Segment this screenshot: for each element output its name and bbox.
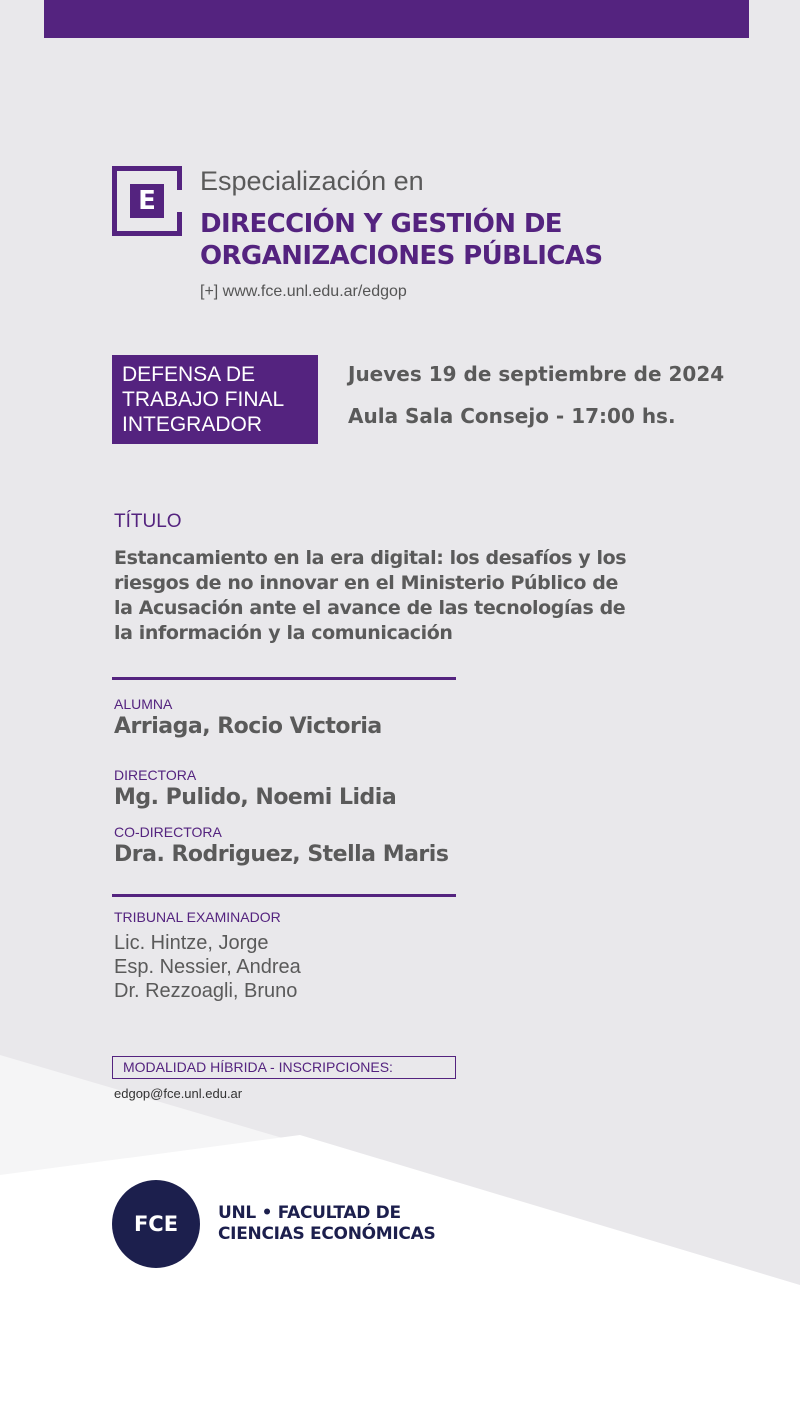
fce-logo: FCE <box>112 1180 200 1268</box>
faculty-name-line1: UNL • FACULTAD DE <box>218 1203 401 1223</box>
event-date: Jueves 19 de septiembre de 2024 <box>348 362 725 386</box>
thesis-title-line: Estancamiento en la era digital: los desafíos y los <box>114 547 627 569</box>
program-url-link[interactable]: [+] www.fce.unl.edu.ar/edgop <box>200 283 407 300</box>
thesis-title-line: riesgos de no innovar en el Ministerio Público de <box>114 572 618 594</box>
thesis-title <box>114 546 674 646</box>
codirector-name: Dra. Rodriguez, Stella Maris <box>114 842 449 867</box>
faculty-name <box>218 1203 435 1245</box>
faculty-name-line2: CIENCIAS ECONÓMICAS <box>218 1224 436 1244</box>
director-label: DIRECTORA <box>114 767 197 783</box>
thesis-title-line: la Acusación ante el avance de las tecnologías de <box>114 597 626 619</box>
director-name: Mg. Pulido, Noemi Lidia <box>114 785 397 810</box>
divider-top <box>112 677 456 680</box>
event-type-badge <box>112 355 318 444</box>
codirector-label: CO-DIRECTORA <box>114 824 222 840</box>
tribunal-label: TRIBUNAL EXAMINADOR <box>114 909 281 925</box>
top-banner-bar <box>44 0 749 38</box>
e-letter-icon: E <box>130 184 164 218</box>
student-name: Arriaga, Rocio Victoria <box>114 714 382 739</box>
tribunal-member: Lic. Hintze, Jorge <box>114 932 269 954</box>
event-type-line2: TRABAJO FINAL <box>122 388 285 411</box>
event-type-line1: DEFENSA DE <box>122 363 256 386</box>
specialization-e-logo <box>112 166 182 236</box>
registration-email-link[interactable]: edgop@fce.unl.edu.ar <box>114 1086 243 1101</box>
specialization-label: Especialización en <box>200 166 424 196</box>
thesis-title-label: TÍTULO <box>114 511 182 532</box>
divider-bottom <box>112 894 456 897</box>
event-type-line3: INTEGRADOR <box>122 413 263 436</box>
event-place-time: Aula Sala Consejo - 17:00 hs. <box>348 404 676 428</box>
tribunal-member: Dr. Rezzoagli, Bruno <box>114 980 298 1002</box>
program-title-line2: ORGANIZACIONES PÚBLICAS <box>200 241 603 271</box>
program-title-line1: DIRECCIÓN Y GESTIÓN DE <box>200 209 562 239</box>
tribunal-member: Esp. Nessier, Andrea <box>114 956 301 978</box>
program-title <box>200 208 603 272</box>
thesis-title-line: la información y la comunicación <box>114 622 453 644</box>
modality-registration-box: MODALIDAD HÍBRIDA - INSCRIPCIONES: <box>112 1056 456 1079</box>
student-label: ALUMNA <box>114 696 173 712</box>
